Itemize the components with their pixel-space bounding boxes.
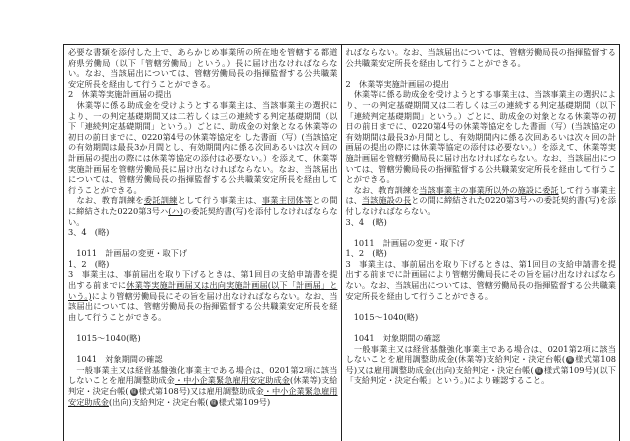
- form-circle-icon: 雇: [535, 366, 542, 374]
- section-1041-title: 1041 対象期間の確認: [76, 354, 163, 365]
- comparison-table: [63, 44, 620, 441]
- item34-text: 3、4 (略): [345, 216, 387, 227]
- item2-body: 休業等に係る助成金を受けようとする事業主は、当該事業主の選択により、一の判定基礎期間又は二若しくは三の連続する判定基礎期間（以下「連続判定基礎期間」という。）ごとに、助成金の対象となる休業等の初日の前日までに、0220第4号の休業等協定をした書面（写）(当該協定の有効期間は最長3か月間とし、有効期間内に係る次回あるいは次々回の計画届の提出の際には休業等協定の添付は必要ない。）を添えて、休業等実施計画届を管轄労働局長に届け出なければならない。なお、当該届出については、管轄労働局長の指揮監督する公共職業安定所長を経由して行うことができる。: [345, 89, 616, 185]
- section-1011-item3: 3 事業主は、事前届出を取り下げるときは、第1回目の支給申請書を提出する前までに休業等実施計画届又は出向実施計画届(以下「計画届」という。)により管轄労働局長にその旨を届け出なければならない。なお、当該届出については、管轄労働局長の指揮監督する公共職業安定所長を経由して行うことができる。: [68, 269, 338, 322]
- form-circle-icon: 雇: [130, 388, 137, 395]
- section-1015-1040: 1015～1040(略): [353, 311, 419, 322]
- form-circle-icon: 雇: [210, 398, 217, 406]
- item2-title: 2 休業等実施計画届の提出: [345, 78, 449, 89]
- section-1015-1040: 1015～1040(略): [76, 333, 141, 344]
- section-1041-body: 一般事業主又は経営基盤強化事業主である場合は、0201第2項に該当しないことを雇用調整助成金・中小企業緊急雇用安定助成金(休業等)支給判定・決定台帳( 雇 様式第108号)又は雇用調整助成金・中小企業緊急雇用安定助成金(出向)支給判定・決定台帳( 雇 様式第109号): [68, 364, 338, 407]
- section-1011-item3: 3 事業主は、事前届出を取り下げるときは、第1回目の支給申請書を提出する前までに計画届により管轄労働局長にその旨を届け出なければならない。なお、当該届出については、管轄労働局長の指揮監督する公共職業安定所長を経由して行うことができる。: [345, 258, 616, 301]
- item2-extra: なお、教育訓練を委託訓練として行う事業主は、事業主団体等との間に締結された0220第3号ハ(ハ)の委託契約書(写)を添付しなければならない。: [68, 195, 338, 227]
- item2-body: 休業等に係る助成金を受けようとする事業主は、当該事業主の選択により、一の判定基礎期間又は二若しくは三の連続する判定基礎期間（以下「連続判定基礎期間」という。）ごとに、助成金の対象となる休業等の初日の前日までに、0220第4号の休業等協定を した書面（写）(当該協定の有効期間は最長3か月間とし、有効期間内に係る次回あるいは次々回の計画届の提出の際には休業等協定の添付は必要ない。）を添えて、休業等実施計画届を管轄労働局長に届け出なければならない。なお、当該届出については、管轄労働局長の指揮監督する公共職業安定所長を経由して行うことができる。: [68, 99, 338, 195]
- section-1011-title: 1011 計画届の変更・取下げ: [76, 248, 188, 259]
- item2-title: 2 休業等実施計画届の提出: [68, 89, 172, 100]
- item34-text: 3、4 (略): [68, 227, 110, 238]
- section-1011-title: 1011 計画届の変更・取下げ: [353, 237, 465, 248]
- section-1011-items12: 1、2 (略): [345, 248, 387, 259]
- form-circle-icon: 雇: [567, 356, 574, 364]
- item2-extra: なお、教育訓練を当該事業主の事業所以外の施設に委託して行う事業主は、当該施設の長との間に締結された0220第3号ハの委託契約書(写)を添付しなければならない。: [345, 184, 616, 216]
- section-1041-title: 1041 対象期間の確認: [353, 333, 441, 344]
- section-1041-body: 一般事業主又は経営基盤強化事業主である場合は、0201第2項に該当しないことを雇用調整助成金(休業等)支給判定・決定台帳( 雇 様式第108号)又は雇用調整助成金(出向)支給判定・決定台帳( 雇 様式第109号)(以下「支給判定・決定台帳」という。)により確認すること。: [345, 343, 616, 386]
- column-right-current: [342, 45, 620, 441]
- intro-paragraph: ればならない。なお、当該届出については、管轄労働局長の指揮監督する公共職業安定所長を経由して行うことができる。: [345, 47, 616, 68]
- column-left-revised: [64, 45, 342, 441]
- intro-paragraph: 必要な書類を添付した上で、あらかじめ事業所の所在地を管轄する都道府県労働局（以下「管轄労働局」という。）長に届け出なければならない。なお、当該届出については、管轄労働局長の指揮監督する公共職業安定所長を経由して行うことができる。: [68, 47, 338, 89]
- section-1011-items12: 1、2 (略): [68, 258, 110, 269]
